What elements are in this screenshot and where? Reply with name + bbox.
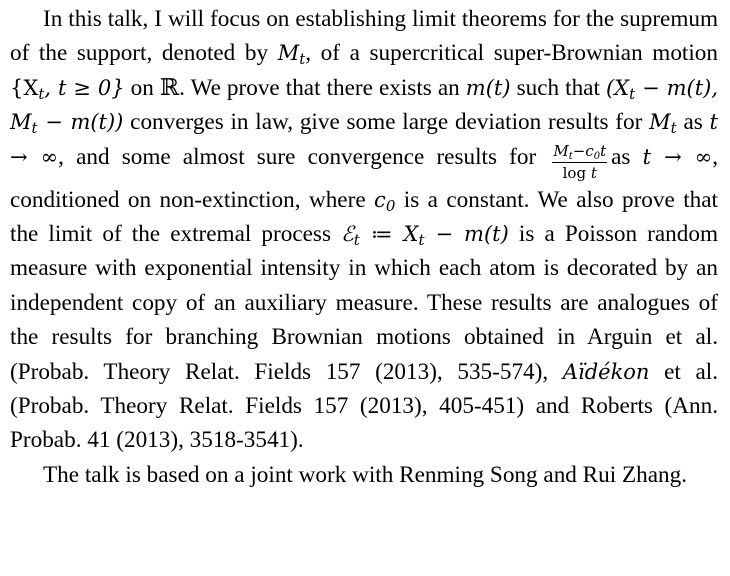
text-run: In this talk, I will focus on establishing limit theorems for the supremum of the support, denoted by [10, 6, 718, 67]
math-pair: ($X_t - m(t)$, $M_t - m(t)$) [10, 75, 719, 138]
text-run: , and some almost sure convergence results for [58, 143, 549, 170]
abstract-paragraph-1 [10, 2, 718, 458]
text-run: . We prove that there exists an [179, 74, 466, 101]
author-name-italic: Aïdékon [562, 359, 650, 384]
text-run: is a constant. We also prove that the limit of the extremal process [10, 186, 718, 248]
text-run: on [124, 74, 160, 101]
fraction-denominator: log t [562, 163, 597, 182]
abstract-document [10, 2, 718, 492]
text-run: , conditioned on non-extinction, where [10, 143, 718, 213]
math-M: $M_t$ [277, 41, 306, 69]
fraction-numerator: $M_t-c_0t$ [553, 141, 607, 162]
text-run: converges in law, give some large deviation results for [123, 109, 650, 136]
text-run: as [676, 109, 710, 136]
text-run: et al. (Probab. Theory Relat. Fields 157 (2013), 405-451) and Roberts (Ann. Probab. 41 (2013), 3518-3541). [10, 358, 719, 454]
math-m-of-t: m(t) [465, 75, 511, 100]
math-M: $M_t$ [649, 110, 677, 138]
text-run: , of a supercritical super-Brownian motion [305, 40, 718, 67]
math-fraction [552, 142, 607, 183]
math-extremal-process: ℰ$_t$ ≔ $X_t - m(t)$ [341, 222, 509, 250]
text-run: as [611, 143, 643, 170]
math-limit: t → ∞ [642, 144, 713, 169]
math-limit: t → ∞ [10, 110, 718, 169]
math-process-set: {$X_t$, t ≥ 0} [10, 75, 125, 103]
text-run: such that [510, 74, 606, 101]
math-c0: $c_0$ [374, 187, 396, 215]
abstract-paragraph-2: The talk is based on a joint work with Renming Song and Rui Zhang. [43, 461, 688, 488]
math-reals: ℝ [159, 74, 180, 101]
text-run: is a Poisson random measure with exponential intensity in which each atom is decorated by an independent copy of an auxiliary measure. These results are analogues of the results for branching Brownian motions obtained in Arguin et al. (Probab. Theory Relat. Fields 157 (2013), 535-574), [10, 221, 718, 385]
